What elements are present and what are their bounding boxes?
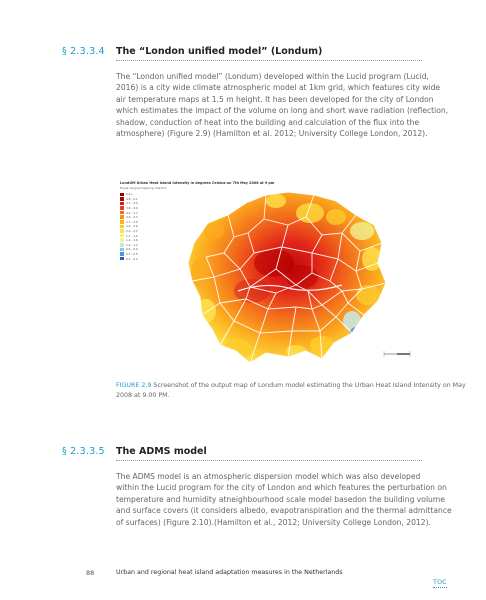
- london-map: [116, 173, 428, 372]
- legend-label: 2.4 - 2.6: [126, 224, 138, 229]
- figure-title: LondUM Urban Heat Island Intensity in degrees Celsius on 7th May 2008 at 9 pm: [120, 181, 275, 185]
- figure-caption-text: Screenshot of the output map of Londum model estimating the Urban Heat Island Intensity on May: [151, 382, 466, 389]
- legend-label: 4.8 - 5.1: [126, 196, 138, 201]
- section-title: The “London unified model” (Londum): [116, 46, 323, 57]
- body-line: temperature and humidity atneighbourhood scale model basedon the building volume: [116, 494, 445, 504]
- section-number: § 2.3.3.5: [62, 446, 105, 457]
- section-number: § 2.3.3.4: [62, 46, 105, 57]
- toc-link[interactable]: TOC: [433, 578, 447, 586]
- legend-label: 1.0 - 1.2: [126, 242, 138, 247]
- figure-subtitle: Equal ranges/mapping method: [120, 186, 167, 190]
- legend-label: 2.7 - 3.0: [126, 219, 138, 224]
- running-footer-title: Urban and regional heat island adaptation measures in the Netherlands: [116, 569, 343, 576]
- figure-caption-label: FIGURE 2.9: [116, 382, 152, 389]
- body-line: shadow, conduction of heat into the building and calculation of the flux into the: [116, 117, 420, 127]
- body-line: and surface covers (it considers albedo, evapotranspiration and the thermal admittance: [116, 506, 452, 516]
- heat-island-map-figure: [116, 173, 428, 372]
- body-line: air temperature maps at 1.5 m height. It has been developed for the city of London: [116, 94, 434, 104]
- map-scale-bar: [384, 351, 410, 357]
- legend-label: 4.1 - 4.4: [126, 201, 138, 206]
- section-body: [116, 71, 449, 139]
- section-title: The ADMS model: [116, 446, 207, 457]
- page-number: 88: [86, 569, 95, 577]
- section-divider: [116, 60, 422, 61]
- legend-label: 1.7 - 1.9: [126, 233, 138, 238]
- figure-caption: [116, 381, 466, 401]
- body-line: atmosphere) (Figure 2.9) (Hamilton et al. 2012; University College London, 2012).: [116, 129, 428, 139]
- legend-label: 3.4 - 3.7: [126, 210, 138, 215]
- body-line: which estimates the impact of the volume on long and short wave radiation (reflection,: [116, 106, 449, 116]
- body-line: within the Lucid program for the city of London and which features the perturbation on: [116, 483, 447, 493]
- body-line: The ADMS model is an atmospheric dispersion model which was also developed: [116, 472, 421, 481]
- legend-label: 0.1 - 0.2: [126, 256, 138, 261]
- section-divider: [116, 460, 422, 461]
- legend-label: 0.3 - 0.5: [126, 252, 138, 257]
- legend-label: 1.4 - 1.6: [126, 238, 138, 243]
- figure-caption-text: 2008 at 9.00 PM.: [116, 392, 170, 399]
- legend-label: 3.8 - 4.0: [126, 206, 138, 211]
- legend-label: 0.6 - 0.9: [126, 247, 138, 252]
- body-line: The “London unified model” (Londum) developed within the Lucid program (Lucid,: [116, 72, 429, 81]
- body-line: 2016) is a city wide climate atmospheric model at 1km grid, which features city wide: [116, 83, 441, 93]
- section-body: [116, 471, 452, 528]
- legend-label: 3.0 - 3.3: [126, 215, 138, 220]
- body-line: of surfaces) (Figure 2.10).(Hamilton et al., 2012; University College London, 2012).: [116, 517, 431, 527]
- legend-label: 5.2+: [126, 192, 133, 197]
- legend-label: 2.0 - 2.3: [126, 229, 138, 234]
